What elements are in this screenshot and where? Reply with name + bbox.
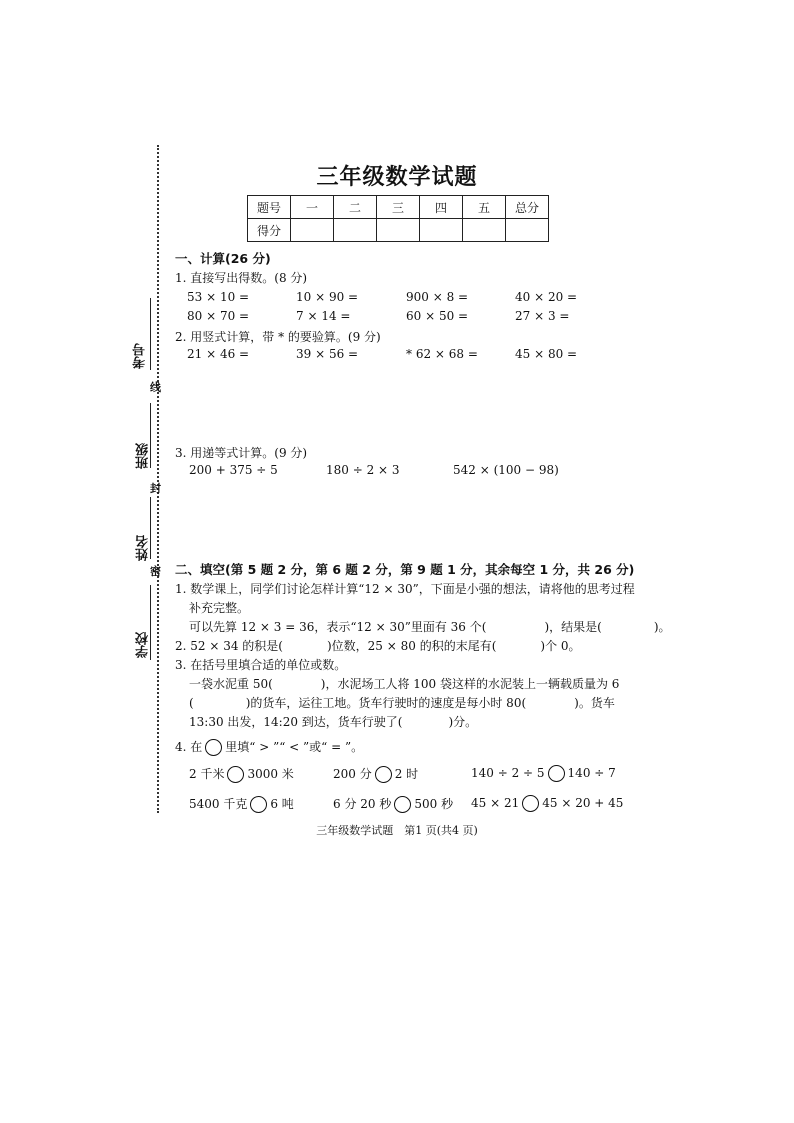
binding-label-school: 学校 bbox=[136, 632, 151, 658]
s2-q4-text-a: 4. 在 bbox=[175, 740, 203, 754]
s2-q3-text: )。货车 bbox=[574, 696, 615, 710]
s2-q3-text: 13:30 出发，14:20 到达，货车行驶了( bbox=[189, 715, 403, 729]
oral-calc-item: 53 × 10 = bbox=[187, 290, 250, 304]
compare-left: 200 分 bbox=[333, 767, 372, 781]
compare-circle[interactable] bbox=[394, 796, 411, 813]
oral-calc-item: 40 × 20 = bbox=[515, 290, 578, 304]
score-table-header-cell: 五 bbox=[463, 196, 506, 219]
s2-q2-line bbox=[175, 637, 581, 654]
compare-right: 140 ÷ 7 bbox=[567, 766, 616, 780]
page-title: 三年级数学试题 bbox=[316, 165, 478, 190]
compare-item bbox=[189, 795, 294, 813]
seal-char-secret: 密 bbox=[150, 565, 161, 578]
score-table-header-cell: 四 bbox=[420, 196, 463, 219]
oral-calc-item: 27 × 3 = bbox=[515, 309, 570, 323]
compare-left: 6 分 20 秒 bbox=[333, 797, 392, 811]
binding-blank-school bbox=[150, 585, 151, 660]
compare-item bbox=[333, 795, 453, 813]
s2-q1-text-a: 可以先算 12 × 3 = 36，表示“12 × 30”里面有 36 个( bbox=[189, 620, 487, 634]
score-table-header-cell: 三 bbox=[377, 196, 420, 219]
vertical-calc-item: * 62 × 68 = bbox=[406, 347, 478, 361]
score-cell[interactable] bbox=[506, 219, 549, 242]
compare-right: 500 秒 bbox=[414, 797, 454, 811]
compare-right: 2 时 bbox=[394, 767, 419, 781]
compare-left: 2 千米 bbox=[189, 767, 225, 781]
section-1-heading: 一、计算(26 分) bbox=[175, 251, 271, 266]
binding-blank-name bbox=[150, 497, 151, 559]
oral-calc-item: 80 × 70 = bbox=[187, 309, 250, 323]
step-calc-item: 200 + 375 ÷ 5 bbox=[189, 463, 278, 477]
vertical-calc-item: 21 × 46 = bbox=[187, 347, 250, 361]
score-table bbox=[247, 195, 549, 242]
step-calc-item: 542 × (100 − 98) bbox=[453, 463, 559, 477]
compare-right: 6 吨 bbox=[270, 797, 294, 811]
compare-right: 3000 米 bbox=[247, 767, 294, 781]
score-table-row-label: 得分 bbox=[248, 219, 291, 242]
compare-circle[interactable] bbox=[375, 766, 392, 783]
score-cell[interactable] bbox=[291, 219, 334, 242]
binding-blank-class bbox=[150, 403, 151, 468]
s2-q3-text: 一袋水泥重 50( bbox=[189, 677, 273, 691]
score-table-header-cell: 总分 bbox=[506, 196, 549, 219]
s2-q3-label: 3. 在括号里填合适的单位或数。 bbox=[175, 658, 347, 672]
compare-circle[interactable] bbox=[522, 795, 539, 812]
s2-q3-line3 bbox=[189, 713, 477, 730]
vertical-calc-item: 39 × 56 = bbox=[296, 347, 359, 361]
compare-left: 5400 千克 bbox=[189, 797, 248, 811]
oral-calc-item: 60 × 50 = bbox=[406, 309, 469, 323]
compare-item bbox=[471, 795, 623, 812]
page-footer: 三年级数学试题 第1 页(共4 页) bbox=[316, 824, 478, 837]
binding-label-class: 班级 bbox=[136, 443, 151, 469]
s2-q1-line1: 1. 数学课上，同学们讨论怎样计算“12 × 30”，下面是小强的想法，请将他的思考过程 bbox=[175, 582, 635, 596]
s2-q3-text: )的货车，运往工地。货车行驶时的速度是每小时 80( bbox=[245, 696, 527, 710]
seal-char-line: 线 bbox=[150, 381, 161, 394]
score-cell[interactable] bbox=[334, 219, 377, 242]
score-cell[interactable] bbox=[377, 219, 420, 242]
s1-q2-label: 2. 用竖式计算，带 * 的要验算。(9 分) bbox=[175, 330, 381, 344]
oral-calc-item: 10 × 90 = bbox=[296, 290, 359, 304]
compare-item bbox=[333, 765, 418, 783]
s2-q4-label bbox=[175, 738, 363, 756]
s2-q3-text: )，水泥场工人将 100 袋这样的水泥装上一辆载质量为 6 bbox=[320, 677, 620, 691]
compare-circle[interactable] bbox=[548, 765, 565, 782]
compare-item bbox=[471, 765, 616, 782]
binding-blank-exam-number bbox=[150, 298, 151, 370]
seal-char-seal: 封 bbox=[150, 482, 161, 495]
s2-q1-line3 bbox=[189, 618, 671, 635]
s2-q2-text-c: )个 0。 bbox=[540, 639, 581, 653]
s2-q2-text-b: )位数，25 × 80 的积的末尾有( bbox=[326, 639, 497, 653]
circle-icon bbox=[205, 739, 222, 756]
score-table-score-row bbox=[248, 219, 549, 242]
score-table-header-row bbox=[248, 196, 549, 219]
compare-item bbox=[189, 765, 294, 783]
s2-q1-text-c: )。 bbox=[653, 620, 671, 634]
score-table-header-cell: 二 bbox=[334, 196, 377, 219]
s1-q1-label: 1. 直接写出得数。(8 分) bbox=[175, 271, 308, 285]
compare-left: 140 ÷ 2 ÷ 5 bbox=[471, 766, 545, 780]
s2-q1-text-b: )，结果是( bbox=[544, 620, 602, 634]
compare-circle[interactable] bbox=[250, 796, 267, 813]
oral-calc-item: 900 × 8 = bbox=[406, 290, 469, 304]
compare-circle[interactable] bbox=[227, 766, 244, 783]
score-table-header-cell: 一 bbox=[291, 196, 334, 219]
vertical-calc-item: 45 × 80 = bbox=[515, 347, 578, 361]
s2-q2-text-a: 2. 52 × 34 的积是( bbox=[175, 639, 283, 653]
compare-right: 45 × 20 + 45 bbox=[542, 796, 624, 810]
binding-dotted-line bbox=[157, 145, 159, 813]
score-table-header-cell: 题号 bbox=[248, 196, 291, 219]
s2-q3-text: ( bbox=[189, 696, 194, 710]
binding-label-exam-number: 考号 bbox=[133, 343, 148, 369]
s2-q4-text-b: 里填“ > ”“ < ”或“ = ”。 bbox=[225, 740, 364, 754]
s2-q1-line2: 补充完整。 bbox=[189, 601, 250, 615]
binding-label-name: 姓名 bbox=[136, 535, 151, 561]
score-cell[interactable] bbox=[463, 219, 506, 242]
oral-calc-item: 7 × 14 = bbox=[296, 309, 351, 323]
compare-left: 45 × 21 bbox=[471, 796, 520, 810]
step-calc-item: 180 ÷ 2 × 3 bbox=[326, 463, 400, 477]
s2-q3-line2 bbox=[189, 694, 615, 711]
s1-q3-label: 3. 用递等式计算。(9 分) bbox=[175, 446, 308, 460]
score-cell[interactable] bbox=[420, 219, 463, 242]
s2-q3-line1 bbox=[189, 675, 619, 692]
section-2-heading: 二、填空(第 5 题 2 分，第 6 题 2 分，第 9 题 1 分，其余每空 1 分，共 26 分) bbox=[175, 562, 635, 577]
s2-q3-text: )分。 bbox=[448, 715, 478, 729]
